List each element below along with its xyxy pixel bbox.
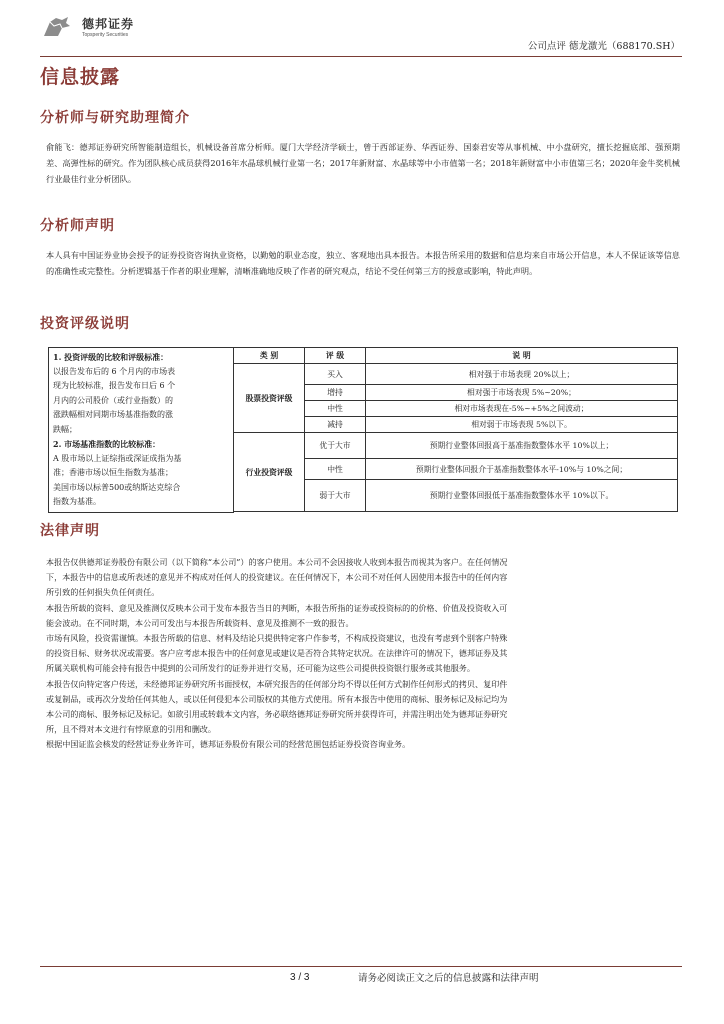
table-row-desc: 相对强于市场表现 20%以上；	[366, 364, 678, 385]
footer-notice: 请务必阅读正文之后的信息披露和法律声明	[358, 973, 539, 984]
legal-line: 下，本报告中的信息或所表述的意见并不构成对任何人的投资建议。在任何情况下，本公司不对任何人因使用本报告中的任何内容	[46, 572, 508, 583]
analyst-statement-heading: 分析师声明	[40, 218, 115, 234]
table-row-desc: 预期行业整体回报高于基准指数整体水平 10%以上；	[366, 433, 678, 459]
criteria-line: 2. 市场基准指数的比较标准：	[53, 439, 161, 449]
criteria-line: 跌幅；	[53, 424, 77, 434]
criteria-line: 指数为基准。	[53, 497, 101, 506]
table-row-desc: 相对市场表现在-5%~+5%之间波动；	[366, 401, 678, 417]
brand-name-cn: 德邦证券	[82, 17, 135, 31]
legal-line: 能会波动。在不同时期，本公司可发出与本报告所载资料、意见及推测不一致的报告。	[46, 617, 354, 628]
table-row-rating: 买入	[305, 364, 366, 385]
rating-criteria-cell	[49, 348, 234, 513]
analyst-intro-heading: 分析师与研究助理简介	[40, 110, 190, 126]
legal-line: 本报告仅向特定客户传送，未经德邦证券研究所书面授权，本研究报告的任何部分均不得以任何方式制作任何形式的拷贝、复印件	[46, 678, 508, 689]
rating-criteria-lines	[53, 350, 229, 510]
rating-table	[48, 347, 678, 513]
table-row-rating: 中性	[305, 459, 366, 480]
col-header-category: 类 别	[234, 348, 305, 364]
analyst-intro-text: 俞能飞：德邦证券研究所智能制造组长，机械设备首席分析师。厦门大学经济学硕士，曾于西部证券、华西证券、国泰君安等从事机械、中小盘研究，擅长挖掘底部、强预期差、高弹性标的研究。作为团队核心成员获得2016年水晶球机械行业第一名；2017年新财富、水晶球等中小市值第一名；2018年新财富中小市值第三名；2020年金牛奖机械行业最佳行业分析团队。	[46, 142, 680, 184]
rating-heading: 投资评级说明	[40, 316, 130, 332]
page-number: 3 / 3	[290, 972, 310, 983]
criteria-line: 准；香港市场以恒生指数为基准；	[53, 468, 173, 477]
legal-line: 所，且不得对本文进行有悖原意的引用和删改。	[46, 724, 216, 735]
criteria-line: 1. 投资评级的比较和评级标准：	[53, 352, 169, 362]
legal-line: 本公司的商标、服务标记及标记。如欲引用或转载本文内容，务必联络德邦证券研究所并获得许可，并需注明出处为德邦证券研究	[46, 709, 508, 720]
col-header-desc: 说 明	[366, 348, 678, 364]
col-header-rating: 评 级	[305, 348, 366, 364]
legal-line: 市场有风险，投资需谨慎。本报告所载的信息、材料及结论只提供特定客户作参考，不构成投资建议，也没有考虑到个别客户特殊	[46, 633, 508, 644]
legal-line: 所属关联机构可能会持有报告中提到的公司所发行的证券并进行交易，还可能为这些公司提供投资银行服务或其他服务。	[46, 663, 475, 674]
table-row-rating: 减持	[305, 417, 366, 433]
brand-name-en: Topsperity Securities	[82, 32, 129, 38]
legal-text	[46, 555, 682, 753]
criteria-line: A 股市场以上证综指或深证成指为基	[53, 453, 182, 463]
industry-rating-category: 行业投资评级	[234, 433, 305, 512]
table-row-rating: 弱于大市	[305, 480, 366, 512]
table-row-desc: 相对强于市场表现 5%~20%；	[366, 385, 678, 401]
table-row-desc: 预期行业整体回报低于基准指数整体水平 10%以下。	[366, 480, 678, 512]
legal-line: 的投资目标、财务状况或需要。客户应考虑本报告中的任何意见或建议是否符合其特定状况。在法律许可的情况下，德邦证券及其	[46, 648, 508, 659]
table-row-rating: 中性	[305, 401, 366, 417]
legal-line: 本报告所载的资料、意见及推测仅反映本公司于发布本报告当日的判断，本报告所指的证券或投资标的的价格、价值及投资收入可	[46, 602, 508, 613]
company-logo-icon	[40, 14, 74, 40]
report-info: 公司点评 德龙激光（688170.SH）	[527, 41, 680, 52]
criteria-line: 涨跌幅相对同期市场基准指数的涨	[53, 410, 173, 419]
stock-rating-category: 股票投资评级	[234, 364, 305, 433]
criteria-line: 美国市场以标普500或纳斯达克综合	[53, 482, 181, 492]
legal-line: 或复制品，或再次分发给任何其他人，或以任何侵犯本公司版权的其他方式使用。所有本报告中使用的商标、服务标记及标记均为	[46, 693, 508, 704]
footer-rule	[40, 966, 682, 967]
criteria-line: 现为比较标准，报告发布日后 6 个	[53, 381, 176, 390]
legal-line: 所引致的任何损失负任何责任。	[46, 587, 160, 598]
page-title: 信息披露	[40, 66, 121, 88]
table-row-rating: 增持	[305, 385, 366, 401]
criteria-line: 月内的公司股价（或行业指数）的	[53, 395, 173, 405]
table-row-rating: 优于大市	[305, 433, 366, 459]
criteria-line: 以报告发布后的 6 个月内的市场表	[53, 366, 176, 376]
header-rule	[40, 56, 682, 57]
legal-line: 根据中国证监会核发的经营证券业务许可，德邦证券股份有限公司的经营范围包括证券投资咨询业务。	[46, 739, 411, 750]
legal-line: 本报告仅供德邦证券股份有限公司（以下简称“本公司”）的客户使用。本公司不会因接收人收到本报告而视其为客户。在任何情况	[46, 557, 508, 567]
legal-heading: 法律声明	[40, 523, 100, 539]
table-row-desc: 预期行业整体回报介于基准指数整体水平-10%与 10%之间；	[366, 459, 678, 480]
analyst-statement-text: 本人具有中国证券业协会授予的证券投资咨询执业资格，以勤勉的职业态度，独立、客观地出具本报告。本报告所采用的数据和信息均来自市场公开信息，本人不保证该等信息的准确性或完整性。分析逻辑基于作者的职业理解，清晰准确地反映了作者的研究观点，结论不受任何第三方的授意或影响，特此声明。	[46, 250, 680, 276]
table-row-desc: 相对弱于市场表现 5%以下。	[366, 417, 678, 433]
